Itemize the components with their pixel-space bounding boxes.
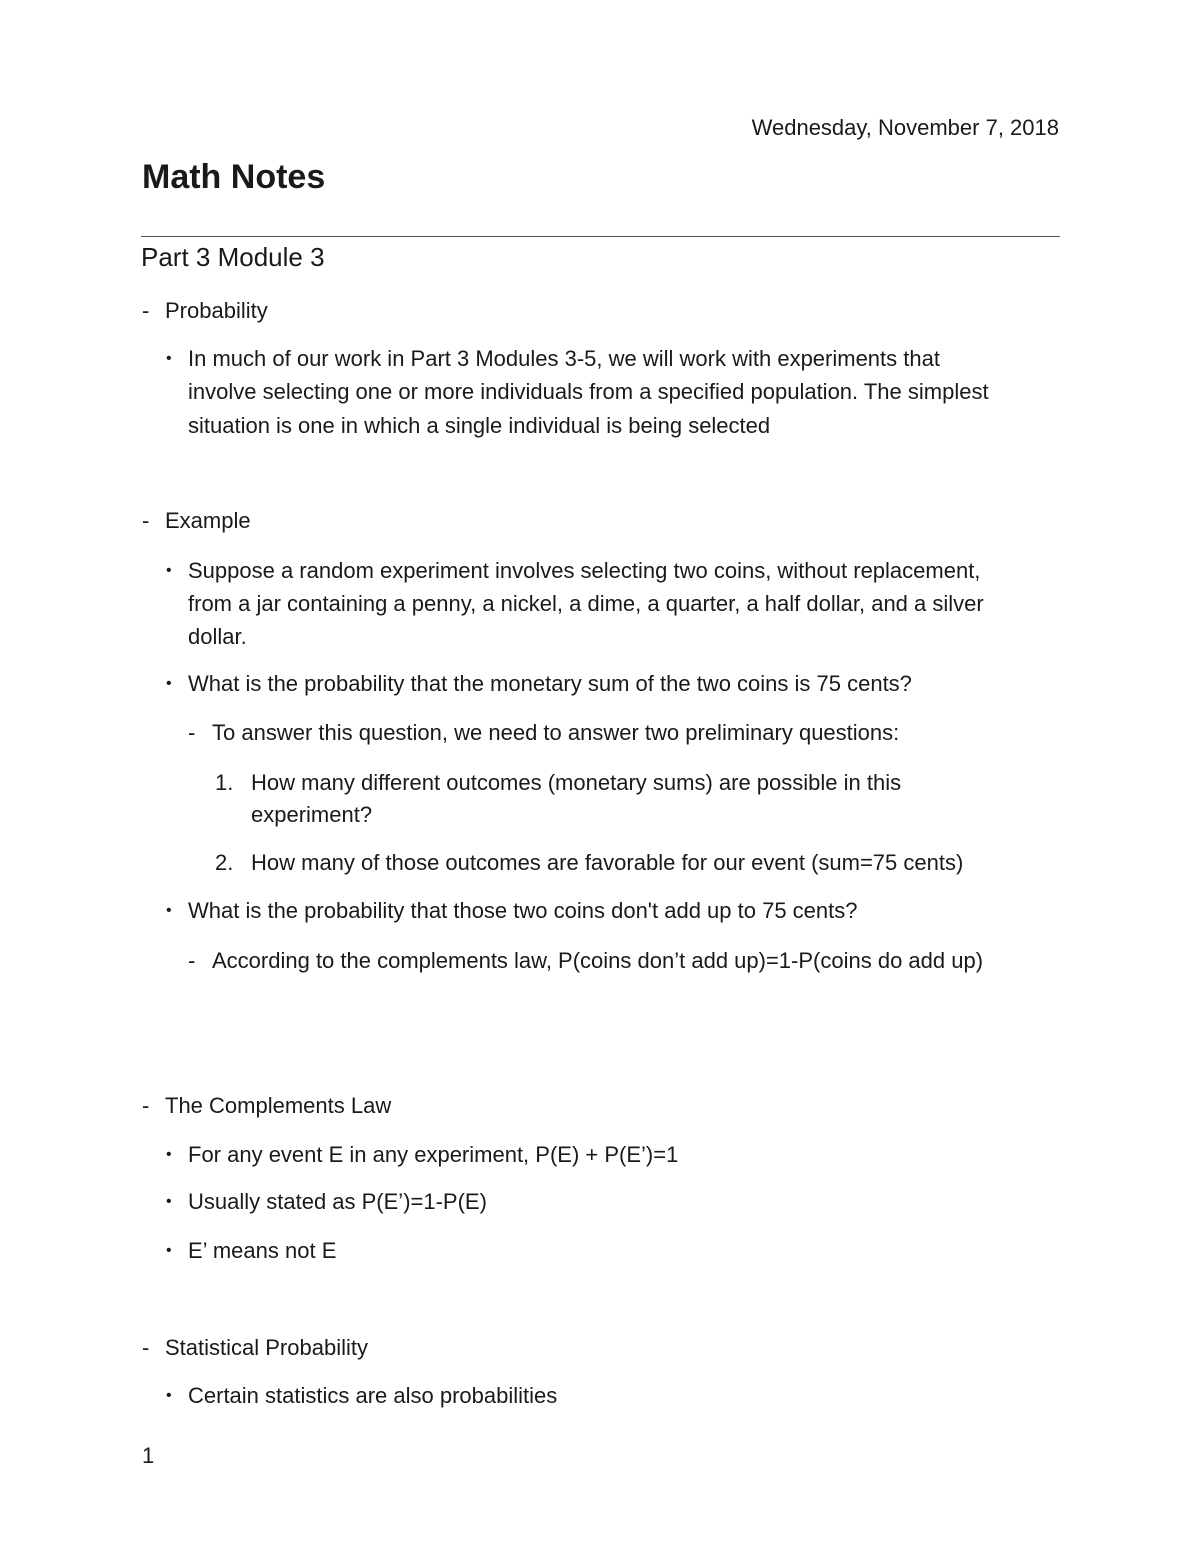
section-heading: Part 3 Module 3: [141, 242, 325, 272]
list-number: 2.: [215, 850, 234, 875]
question-text: What is the probability that the monetary sum of the two coins is 75 cents?: [188, 671, 912, 696]
title-divider: [141, 236, 1060, 237]
numbered-item-text: How many of those outcomes are favorable for our event (sum=75 cents): [251, 850, 964, 875]
bullet-marker: •: [166, 1387, 172, 1404]
probability-text-line: situation is one in which a single individual is being selected: [188, 413, 771, 438]
bullet-marker: •: [166, 675, 172, 692]
probability-heading: Probability: [165, 298, 268, 323]
example-text-line: dollar.: [188, 624, 247, 649]
list-item: E’ means not E: [188, 1238, 337, 1263]
probability-text-line: In much of our work in Part 3 Modules 3-5, we will work with experiments that: [188, 346, 940, 371]
numbered-item-text: How many different outcomes (monetary sums) are possible in this: [251, 770, 902, 795]
complement-note-text: According to the complements law, P(coins don’t add up)=1-P(coins do add up): [212, 948, 984, 973]
list-number: 1.: [215, 770, 234, 795]
bullet-marker: •: [166, 350, 172, 367]
date-header: Wednesday, November 7, 2018: [751, 115, 1059, 140]
page-number: 1: [142, 1443, 155, 1468]
bullet-marker: •: [166, 1193, 172, 1210]
list-item: For any event E in any experiment, P(E) + P(E’)=1: [188, 1142, 679, 1167]
answer-intro-text: To answer this question, we need to answer two preliminary questions:: [212, 720, 900, 745]
statistical-heading: Statistical Probability: [165, 1335, 368, 1360]
page-title: Math Notes: [142, 158, 326, 196]
example-heading: Example: [165, 508, 251, 533]
list-item: Usually stated as P(E’)=1-P(E): [188, 1189, 487, 1214]
dash-marker: -: [188, 720, 196, 745]
numbered-item-text: experiment?: [251, 802, 373, 827]
bullet-marker: •: [166, 562, 172, 579]
bullet-marker: •: [166, 1242, 172, 1259]
example-text-line: from a jar containing a penny, a nickel, a dime, a quarter, a half dollar, and a silver: [188, 591, 984, 616]
probability-text-line: involve selecting one or more individuals from a specified population. The simplest: [188, 379, 989, 404]
dash-marker: -: [142, 298, 150, 323]
dash-marker: -: [142, 508, 150, 533]
example-text-line: Suppose a random experiment involves selecting two coins, without replacement,: [188, 558, 981, 583]
list-item: Certain statistics are also probabilities: [188, 1383, 558, 1408]
bullet-marker: •: [166, 1146, 172, 1163]
dash-marker: -: [142, 1093, 150, 1118]
dash-marker: -: [188, 948, 196, 973]
bullet-marker: •: [166, 902, 172, 919]
complements-heading: The Complements Law: [165, 1093, 392, 1118]
dash-marker: -: [142, 1335, 150, 1360]
question-text: What is the probability that those two coins don't add up to 75 cents?: [188, 898, 858, 923]
